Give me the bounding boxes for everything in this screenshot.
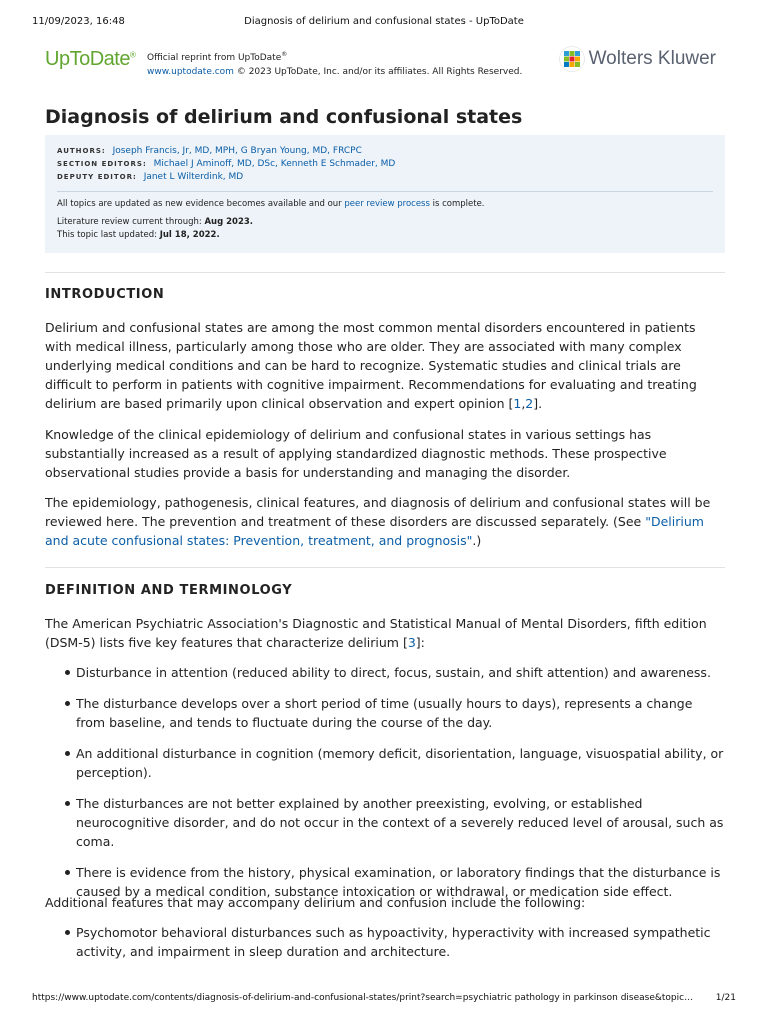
copyright-text: © 2023 UpToDate, Inc. and/or its affiliates. All Rights Reserved. <box>236 67 523 77</box>
last-updated-label: This topic last updated: <box>57 230 157 240</box>
dsm5-feature-list <box>45 663 725 913</box>
section-divider <box>45 272 725 273</box>
last-updated-row <box>57 229 713 242</box>
print-page-title: Diagnosis of delirium and confusional states - UpToDate <box>244 16 524 27</box>
list-item: The disturbance develops over a short period of time (usually hours to days), represents a change from baseline, and tends to fluctuate during the course of the day. <box>45 694 725 732</box>
section-editors-link[interactable]: Michael J Aminoff, MD, DSc, Kenneth E Schmader, MD <box>153 159 396 169</box>
print-header <box>32 16 736 30</box>
authors-link[interactable]: Joseph Francis, Jr, MD, MPH, G Bryan Young, MD, FRCPC <box>112 146 362 156</box>
wolters-kluwer-mark-icon <box>559 46 585 72</box>
authors-label: AUTHORS: <box>57 147 106 155</box>
definition-heading: DEFINITION AND TERMINOLOGY <box>45 583 293 598</box>
topic-info-box <box>45 135 725 253</box>
reference-link-3[interactable]: 3 <box>407 635 416 650</box>
print-datetime: 11/09/2023, 16:48 <box>32 16 125 27</box>
section-divider <box>45 567 725 568</box>
reprint-registered-mark: ® <box>281 51 288 58</box>
list-item: The disturbances are not better explained by another preexisting, evolving, or established neurocognitive disorder, and do not occur in the context of a severely reduced level of arousal, such as coma. <box>45 794 725 851</box>
intro-paragraph-1 <box>45 318 725 413</box>
lit-review-label: Literature review current through: <box>57 217 202 227</box>
registered-mark: ® <box>129 50 136 60</box>
additional-feature-list <box>45 923 725 973</box>
definition-intro-text: The American Psychiatric Association's Diagnostic and Statistical Manual of Mental Disorders, fifth edition (DSM-5) lists five key features that characterize delirium [ <box>45 616 707 650</box>
intro-p3-text: The epidemiology, pathogenesis, clinical features, and diagnosis of delirium and confusional states will be reviewed here. The prevention and treatment of these disorders are discussed separately. (See <box>45 495 711 529</box>
meta-divider <box>57 191 713 192</box>
definition-intro <box>45 614 725 652</box>
update-text-before: All topics are updated as new evidence becomes available and our <box>57 199 342 209</box>
reprint-line: Official reprint from UpToDate <box>147 53 282 63</box>
reference-link-2[interactable]: 2 <box>525 396 534 411</box>
update-text-after: is complete. <box>432 199 485 209</box>
uptodate-logo-text: UpToDate <box>45 48 130 70</box>
print-url: https://www.uptodate.com/contents/diagnosis-of-delirium-and-confusional-states/print?search=psychiatric pathology in parkinson disease&topic… <box>32 993 694 1003</box>
page-title: Diagnosis of delirium and confusional states <box>45 106 523 128</box>
literature-review-row <box>57 216 713 229</box>
related-topic-link[interactable]: "Delirium and acute confusional states: Prevention, treatment, and prognosis" <box>45 514 704 548</box>
brand-bar <box>45 44 716 78</box>
wolters-kluwer-logo[interactable] <box>559 46 716 72</box>
reprint-notice <box>147 48 522 79</box>
update-notice <box>57 198 713 211</box>
definition-intro-end: ]: <box>415 635 425 650</box>
site-link[interactable]: www.uptodate.com <box>147 67 234 77</box>
deputy-editor-label: DEPUTY EDITOR: <box>57 173 137 181</box>
last-updated-date: Jul 18, 2022. <box>159 230 220 240</box>
reference-separator: , <box>521 396 526 411</box>
print-footer <box>32 993 736 1007</box>
section-editors-label: SECTION EDITORS: <box>57 160 147 168</box>
page-number: 1/21 <box>715 993 736 1003</box>
intro-paragraph-3 <box>45 493 725 550</box>
authors-row <box>57 145 713 158</box>
deputy-editor-link[interactable]: Janet L Wilterdink, MD <box>143 172 244 182</box>
peer-review-link[interactable]: peer review process <box>344 199 430 209</box>
intro-paragraph-2: Knowledge of the clinical epidemiology of delirium and confusional states in various settings has substantially increased as a result of applying standardized diagnostic methods. These prospective observational studies provide a basis for understanding and managing the disorder. <box>45 427 667 480</box>
list-item: There is evidence from the history, physical examination, or laboratory findings that the disturbance is caused by a medical condition, substance intoxication or withdrawal, or medication side effect. <box>45 863 725 901</box>
uptodate-logo[interactable] <box>45 48 135 71</box>
deputy-editor-row <box>57 171 713 184</box>
section-editors-row <box>57 158 713 171</box>
introduction-heading: INTRODUCTION <box>45 287 165 302</box>
additional-features-intro: Additional features that may accompany delirium and confusion include the following: <box>45 895 586 910</box>
list-item: Disturbance in attention (reduced ability to direct, focus, sustain, and shift attention) and awareness. <box>45 663 725 682</box>
intro-p3-end: .) <box>472 533 482 548</box>
wolters-kluwer-name: Wolters Kluwer <box>588 48 716 69</box>
reference-close: ]. <box>533 396 543 411</box>
reference-link-1[interactable]: 1 <box>513 396 522 411</box>
intro-p1-text: Delirium and confusional states are among the most common mental disorders encountered in patients with medical illness, particularly among those who are older. They are associated with many complex underlying medical conditions and can be hard to recognize. Systematic studies and clinical trials are difficult to perform in patients with cognitive impairment. Recommendations for evaluating and treating delirium are based primarily upon clinical observation and expert opinion [ <box>45 320 697 411</box>
list-item: Psychomotor behavioral disturbances such as hypoactivity, hyperactivity with increased sympathetic activity, and impairment in sleep duration and architecture. <box>45 923 725 961</box>
list-item: An additional disturbance in cognition (memory deficit, disorientation, language, visuospatial ability, or perception). <box>45 744 725 782</box>
lit-review-date: Aug 2023. <box>204 217 254 227</box>
